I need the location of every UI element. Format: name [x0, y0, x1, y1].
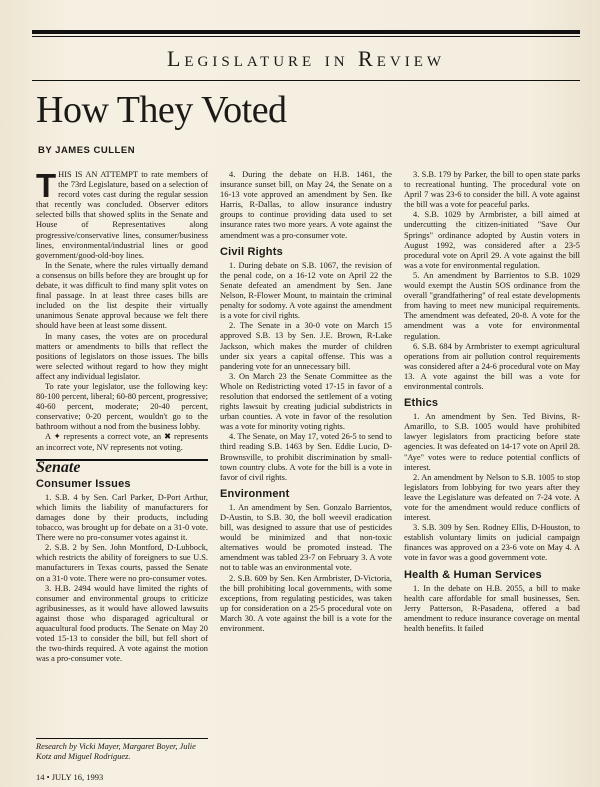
top-rule-thin: [32, 36, 580, 37]
consumer-item-4: 4. During the debate on H.B. 1461, the insurance sunset bill, on May 24, the Senate on a 16-13 vote approved an amendment by Sen. Ike Harris, R-Dallas, to allow insurance industry groups to continue providing data used to set insurance rates two more years. A vote against the amendment was a pro-consumer vote.: [220, 170, 392, 240]
environment-heading: Environment: [220, 487, 290, 500]
byline: BY JAMES CULLEN: [38, 145, 136, 156]
column-1: [36, 167, 208, 664]
page-folio: 14 • JULY 16, 1993: [36, 772, 104, 782]
ethics-item-1: 1. An amendment by Sen. Ted Bivins, R-Amarillo, to S.B. 1005 would have prohibited lawyer legislators from practicing before state agencies. It was defeated on 14-17 vote on April 28. "Aye" votes were to reduce potential conflicts of interest.: [404, 412, 580, 472]
health-item-1: 1. In the debate on H.B. 2055, a bill to make health care affordable for small businesses, Sen. Jerry Patterson, R-Pasadena, offered a bad amendment to reduce insurance coverage on mental health benefits. It failed: [404, 583, 580, 634]
column-3: [404, 170, 580, 634]
drop-cap: T: [36, 167, 57, 204]
consumer-item-1: 1. S.B. 4 by Sen. Carl Parker, D-Port Arthur, which limits the liability of manufacturers for damages done by their products, including tobacco, was brought up for debate on a 31-0 vote. There were no pro-consumer votes against it.: [36, 492, 208, 543]
ethics-item-3: 3. S.B. 309 by Sen. Rodney Ellis, D-Houston, to establish voluntary limits on judicial campaign finances was approved on a 23-6 vote on May 4. A vote in favor was a good government vote.: [404, 523, 580, 563]
intro-paragraph: THIS IS AN ATTEMPT to rate members of the 73rd Legislature, based on a selection of record votes cast during the regular session that recently was concluded. Observer editors selected bills that showed splits in the Senate and House of Representatives along progressive/conservative lines, consumer/business lines, environmental/industrial lines or good government/good-old-boy lines.: [36, 167, 208, 260]
consumer-item-2: 2. S.B. 2 by Sen. John Montford, D-Lubbock, which restricts the ability of foreigners to sue U.S. manufacturers in Texas courts, passed the Senate on a 31-0 vote. There were no pro-consumer votes.: [36, 543, 208, 583]
vote-key: A ✦ represents a correct vote, an ✖ represents an incorrect vote, NV represents not voting.: [36, 432, 208, 452]
env-item-3: 3. S.B. 179 by Parker, the bill to open state parks to recreational hunting. The procedural vote on April 7 was 23-6 to consider the bill. A vote against the bill was a vote for peaceful parks.: [404, 170, 580, 210]
env-item-1: 1. An amendment by Sen. Gonzalo Barrientos, D-Austin, to S.B. 30, the boll weevil eradication bill, was designed to assure that use of pesticides would be minimized and that non-toxic alternatives would be promoted instead. The amendment was tabled 23-7 on February 3. A vote not to table was an environmental vote.: [220, 502, 392, 573]
civil-item-2: 2. The Senate in a 30-0 vote on March 15 approved S.B. 13 by Sen. J.E. Brown, R-Lake Jackson, which makes the murder of children under six years a capital offense. This was a pandering vote for an unnecessary bill.: [220, 321, 392, 371]
column-2: [220, 170, 392, 634]
env-item-2: 2. S.B. 609 by Sen. Ken Armbrister, D-Victoria, the bill prohibiting local governments, with some exceptions, from regulating pesticides, was taken up for consideration on a 25-5 procedural vote on March 30. A vote against the bill is a vote for the environment.: [220, 573, 392, 634]
top-rule: [32, 30, 580, 34]
env-item-6: 6. S.B. 684 by Armbrister to exempt agricultural operations from air pollution control requirements was considered after a 24-6 procedural vote on May 13. A vote against the bill was a vote for environmental controls.: [404, 341, 580, 391]
intro-paragraph-2: In the Senate, where the rules virtually demand a consensus on bills before they are brought up for debate, it was difficult to find many split votes on final passage. In at least three cases bills are included on the list despite their virtually unanimous Senate approval because we felt there should have been at least some dissent.: [36, 260, 208, 331]
civil-item-1: 1. During debate on S.B. 1067, the revision of the penal code, on a 16-12 vote on April 22 the Senate defeated an amendment by Sen. Jane Nelson, R-Flower Mount, to maintain the criminal penalty for sodomy. A vote against the amendment is a vote for civil rights.: [220, 260, 392, 321]
env-item-5: 5. An amendment by Barrientos to S.B. 1029 would exempt the Austin SOS ordinance from the overall "grandfathering" of real estate developments from having to meet new municipal requirements. The amendment was defeated, 20-8. A vote for the amendment was a vote for environmental regulation.: [404, 270, 580, 341]
article-headline: How They Voted: [36, 89, 287, 131]
intro-paragraph-3: In many cases, the votes are on procedural matters or amendments to bills that reflect the positions of legislators on those issues. The bills were selected without regard to how they might affect any individual legislator.: [36, 331, 208, 381]
section-rule: [32, 80, 580, 81]
health-heading: Health & Human Services: [404, 568, 542, 581]
ethics-heading: Ethics: [404, 397, 439, 410]
civil-item-3: 3. On March 23 the Senate Committee as the Whole on Redistricting voted 17-15 in favor of a resolution that endorsed the settlement of a voting rights lawsuit by creating judicial subdistricts in urban counties. A vote in favor of the resolution was a vote for minority voting rights.: [220, 371, 392, 432]
env-item-4: 4. S.B. 1029 by Armbrister, a bill aimed at undercutting the citizen-initiated "Save Our Springs" ordinance adopted by Austin voters in August 1992, was considered after a 23-5 procedural vote on April 29. A vote against the bill was a vote for environmental regulation.: [404, 210, 580, 270]
intro-paragraph-4: To rate your legislator, use the following key: 80-100 percent, liberal; 60-80 percent, progressive; 40-60 percent, moderate; 20-40 percent, conservative; 0-20 percent, wouldn't go to the bathroom without a nod from the business lobby.: [36, 381, 208, 432]
research-credit: Research by Vicki Mayer, Margaret Boyer, Julie Kotz and Miguel Rodriguez.: [36, 738, 208, 762]
section-header: Legislature in Review: [166, 46, 446, 71]
consumer-issues-heading: Consumer Issues: [36, 477, 131, 490]
senate-heading: Senate: [36, 459, 208, 473]
consumer-item-3: 3. H.B. 2494 would have limited the rights of consumer and environmental groups to criticize agribusinesses, as it would have allowed lawsuits against those who disparaged agricultural or aquacultural food products. The Senate on May 20 voted 15-13 to consider the bill, but fell short of the two-thirds required. A vote against the motion was a pro-consumer vote.: [36, 583, 208, 664]
ethics-item-2: 2. An amendment by Nelson to S.B. 1005 to stop legislators from lobbying for two years after they leave the Legislature was defeated on 7-24 vote. A vote for the amendment would reduce conflicts of interest.: [404, 472, 580, 523]
civil-rights-heading: Civil Rights: [220, 245, 283, 258]
civil-item-4: 4. The Senate, on May 17, voted 26-5 to send to third reading S.B. 1463 by Sen. Eddie Lucio, D-Brownsville, to prohibit discrimination by small-town country clubs. A vote for the bill is a vote in favor of civil rights.: [220, 432, 392, 482]
